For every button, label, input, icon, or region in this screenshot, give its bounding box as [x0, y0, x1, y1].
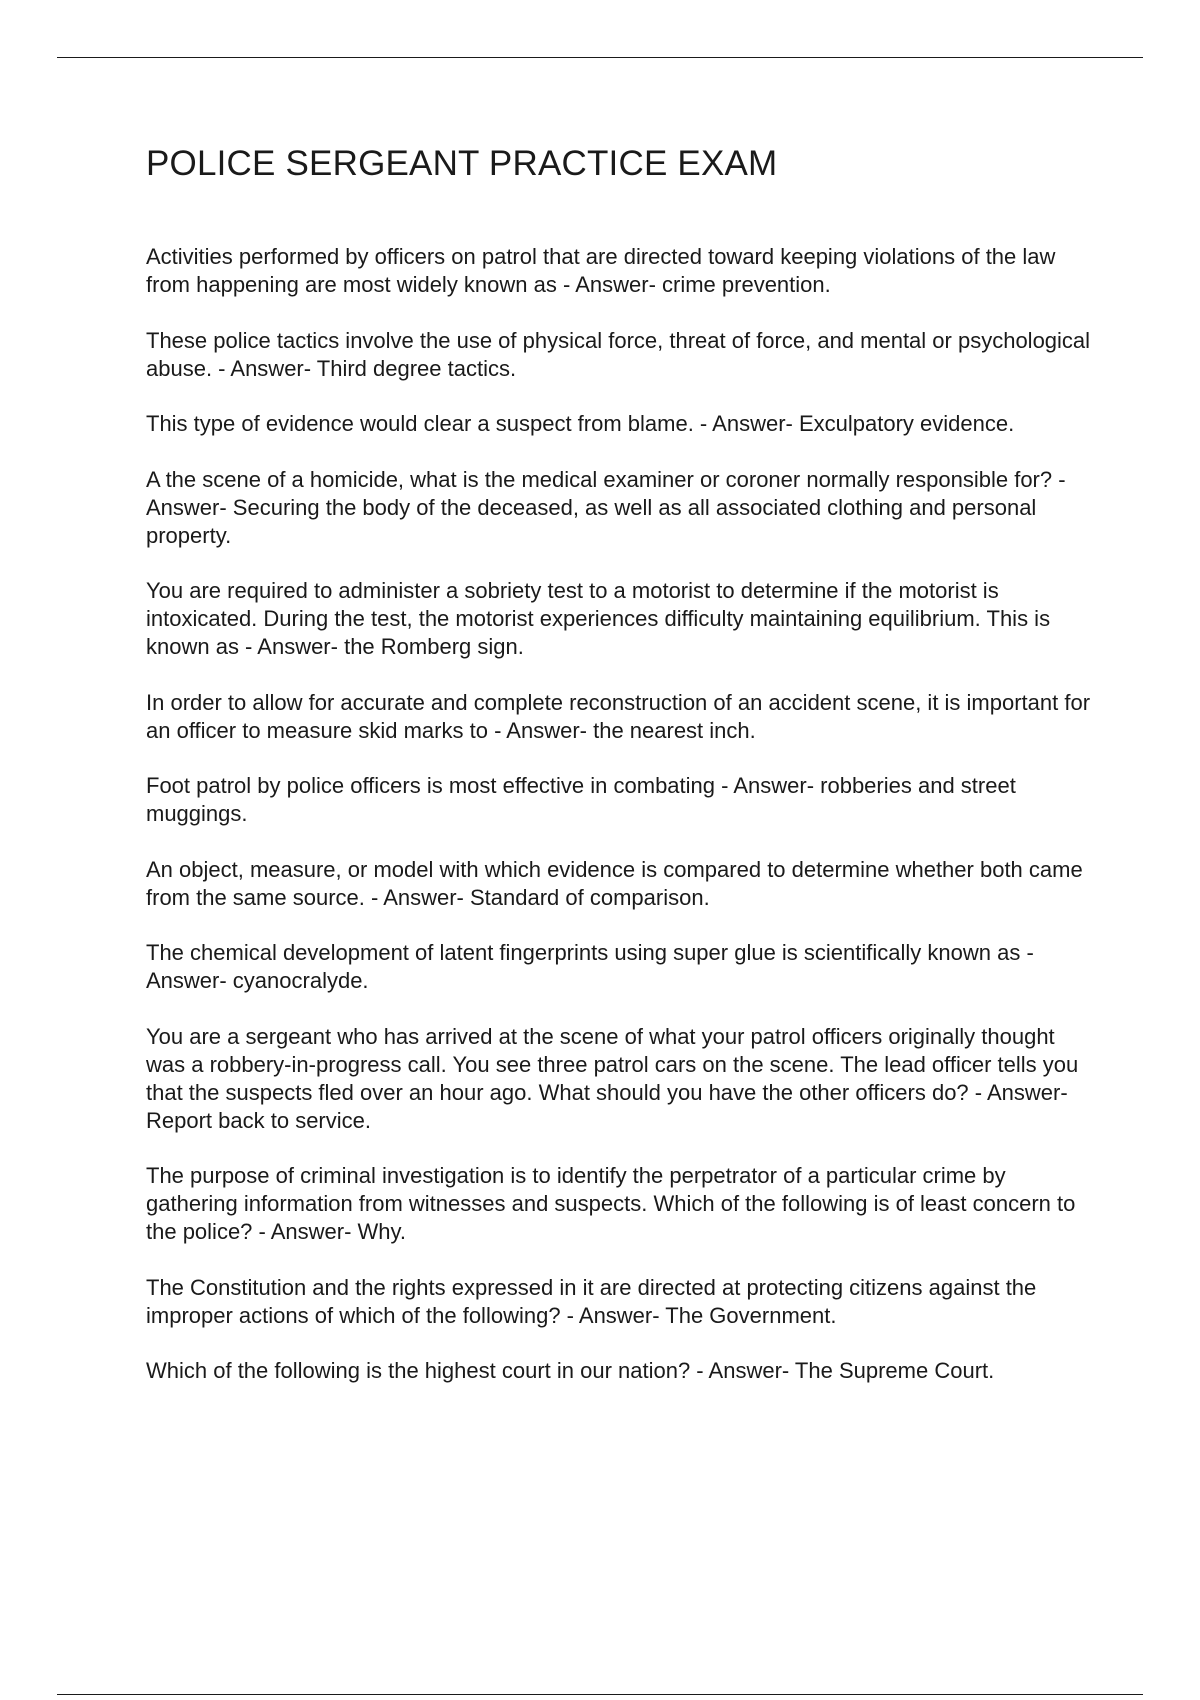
- question-item: The Constitution and the rights expressed in it are directed at protecting citizens against the improper actions of which of the following? - Answer- The Government.: [146, 1274, 1037, 1328]
- top-rule: [57, 57, 1143, 58]
- question-item: The chemical development of latent fingerprints using super glue is scientifically known as - Answer- cyanocralyde.: [146, 940, 1034, 993]
- question-item: Activities performed by officers on patrol that are directed toward keeping violations of the law from happening are most widely known as - Answer- crime prevention.: [146, 244, 1056, 297]
- question-item: Which of the following is the highest court in our nation? - Answer- The Supreme Court.: [146, 1358, 995, 1383]
- question-item: An object, measure, or model with which evidence is compared to determine whether both came from the same source. - Answer- Standard of comparison.: [146, 856, 1083, 910]
- question-item: Foot patrol by police officers is most effective in combating - Answer- robberies and street muggings.: [146, 773, 1016, 826]
- question-item: A the scene of a homicide, what is the medical examiner or coroner normally responsible for? - Answer- Securing the body of the deceased, as well as all associated clothing and personal property.: [146, 466, 1066, 548]
- question-item: These police tactics involve the use of physical force, threat of force, and mental or psychological abuse. - Answer- Third degree tactics.: [146, 327, 1091, 381]
- question-item: You are a sergeant who has arrived at the scene of what your patrol officers originally thought was a robbery-in-progress call. You see three patrol cars on the scene. The lead officer tells you that the suspects fled over an hour ago. What should you have the other officers do? - Answer- Report back to service.: [146, 1023, 1079, 1133]
- question-item: You are required to administer a sobriety test to a motorist to determine if the motorist is intoxicated. During the test, the motorist experiences difficulty maintaining equilibrium. This is known as - Answer- the Romberg sign.: [146, 578, 1051, 659]
- question-item: This type of evidence would clear a suspect from blame. - Answer- Exculpatory evidence.: [146, 411, 1015, 436]
- bottom-rule: [57, 1694, 1143, 1695]
- question-list: [146, 243, 1096, 1413]
- page-title: POLICE SERGEANT PRACTICE EXAM: [146, 144, 778, 183]
- question-item: The purpose of criminal investigation is to identify the perpetrator of a particular crime by gathering information from witnesses and suspects. Which of the following is of least concern to the police? - Answer- Why.: [146, 1163, 1076, 1244]
- question-item: In order to allow for accurate and complete reconstruction of an accident scene, it is important for an officer to measure skid marks to - Answer- the nearest inch.: [146, 689, 1091, 743]
